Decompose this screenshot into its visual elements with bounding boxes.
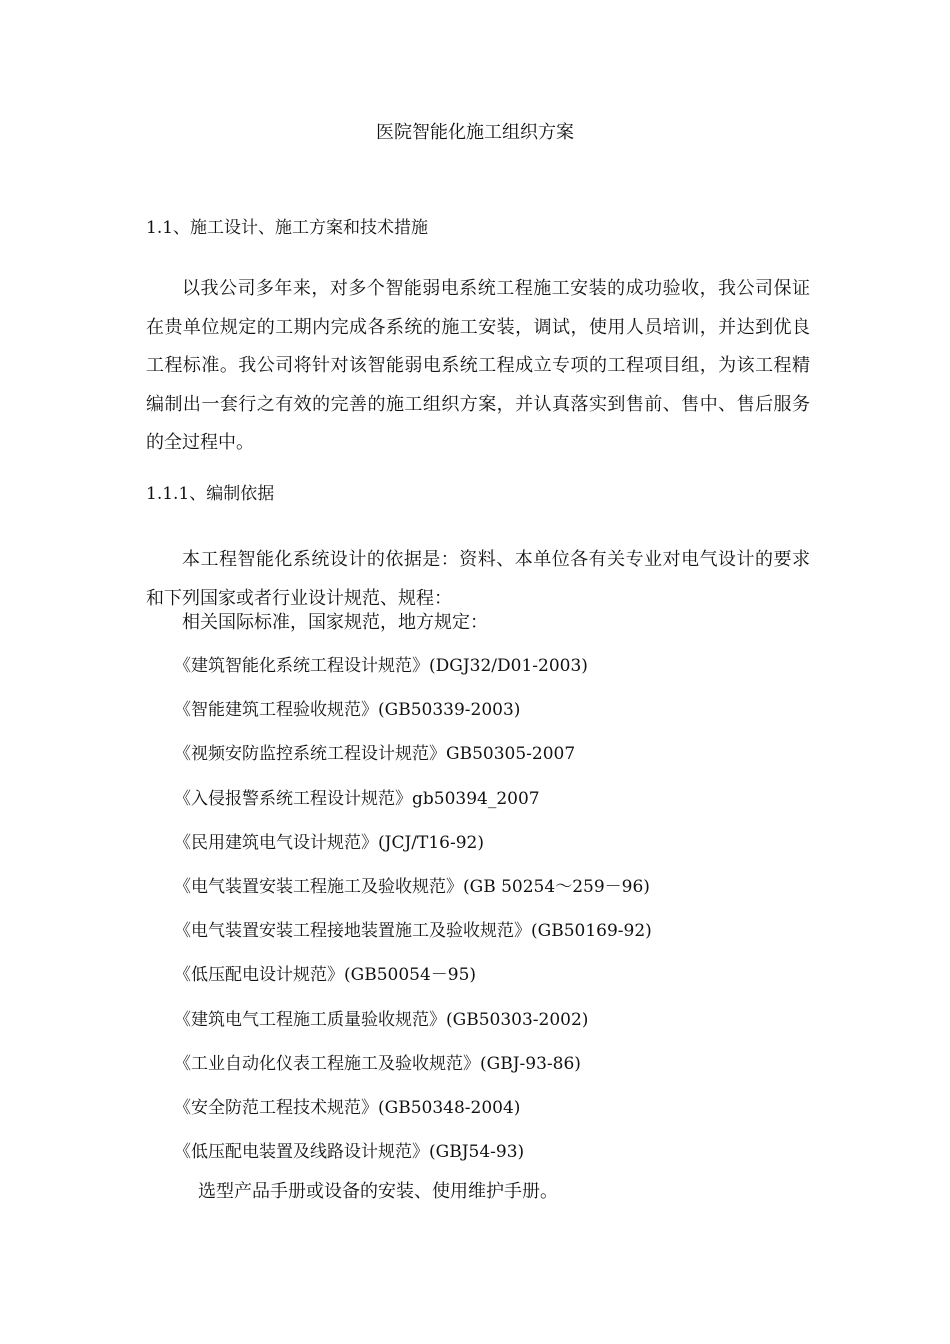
reference-item: 《智能建筑工程验收规范》(GB50339-2003) xyxy=(174,700,521,721)
reference-item: 《入侵报警系统工程设计规范》gb50394_2007 xyxy=(174,788,540,809)
reference-item: 《低压配电装置及线路设计规范》(GBJ54-93) xyxy=(174,1142,525,1163)
reference-item: 《电气装置安装工程施工及验收规范》(GB 50254～259－96) xyxy=(174,876,650,897)
standards-intro: 相关国际标准，国家规范，地方规定： xyxy=(182,612,488,633)
document-title: 医院智能化施工组织方案 xyxy=(376,122,574,143)
reference-item: 《建筑智能化系统工程设计规范》(DGJ32/D01-2003) xyxy=(174,656,588,676)
reference-item: 《工业自动化仪表工程施工及验收规范》(GBJ-93-86) xyxy=(174,1053,581,1074)
reference-item: 《电气装置安装工程接地装置施工及验收规范》(GB50169-92) xyxy=(174,921,652,942)
reference-item: 《安全防范工程技术规范》(GB50348-2004) xyxy=(174,1097,521,1118)
reference-item: 《视频安防监控系统工程设计规范》GB50305-2007 xyxy=(174,744,576,765)
section-1-1-1-paragraph: 本工程智能化系统设计的依据是：资料、本单位各有关专业对电气设计的要求和下列国家或者行业设计规范、规程： xyxy=(146,549,810,609)
section-heading-1-1: 1.1、施工设计、施工方案和技术措施 xyxy=(146,218,429,238)
reference-item: 《民用建筑电气设计规范》(JCJ/T16-92) xyxy=(174,832,484,853)
reference-item: 《建筑电气工程施工质量验收规范》(GB50303-2002) xyxy=(174,1009,589,1030)
reference-list xyxy=(174,651,652,1181)
reference-item: 《低压配电设计规范》(GB50054－95) xyxy=(174,965,477,986)
closing-line: 选型产品手册或设备的安装、使用维护手册。 xyxy=(198,1181,558,1202)
section-1-1-paragraph: 以我公司多年来，对多个智能弱电系统工程施工安装的成功验收，我公司保证在贵单位规定的工期内完成各系统的施工安装，调试，使用人员培训，并达到优良工程标准。我公司将针对该智能弱电系统工程成立专项的工程项目组，为该工程精编制出一套行之有效的完善的施工组织方案，并认真落实到售前、售中、售后服务的全过程中。 xyxy=(146,278,810,453)
section-heading-1-1-1: 1.1.1、编制依据 xyxy=(146,484,275,504)
